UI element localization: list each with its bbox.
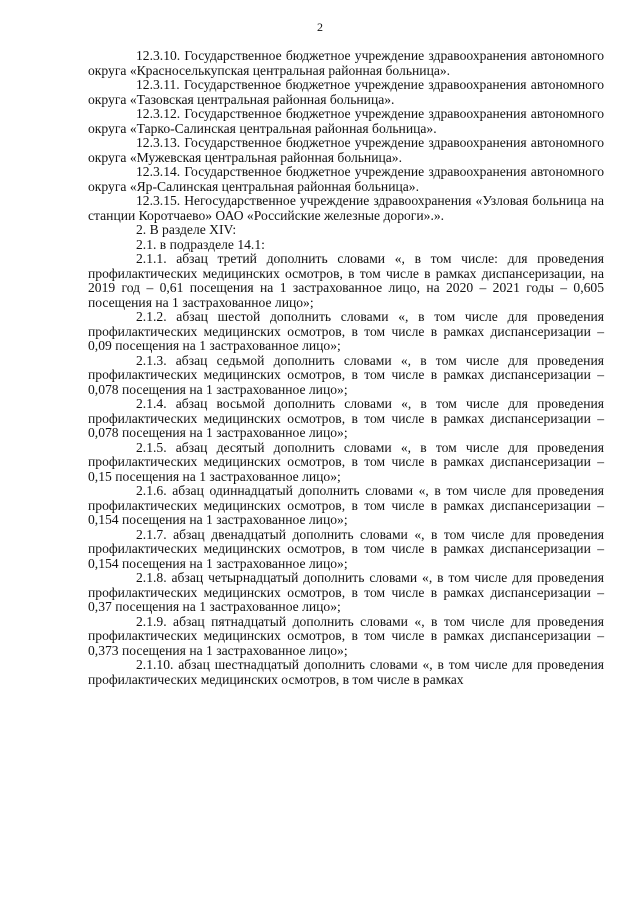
- paragraph-12-3-12: 12.3.12. Государственное бюджетное учреждение здравоохранения автономного округа «Тарко-Салинская центральная районная больница».: [88, 106, 604, 136]
- paragraph-12-3-10: 12.3.10. Государственное бюджетное учреждение здравоохранения автономного округа «Красноселькупская центральная районная больница».: [88, 48, 604, 78]
- paragraph-2-1-9: 2.1.9. абзац пятнадцатый дополнить словами «, в том числе для проведения профилактических медицинских осмотров, в том числе в рамках диспансеризации – 0,373 посещения на 1 застрахованное лицо»;: [88, 613, 604, 658]
- paragraph-2: 2. В разделе XIV:: [136, 222, 237, 237]
- document-body: [88, 49, 604, 687]
- paragraph-12-3-13: 12.3.13. Государственное бюджетное учреждение здравоохранения автономного округа «Мужевская центральная районная больница».: [88, 135, 604, 165]
- paragraph-2-1-8: 2.1.8. абзац четырнадцатый дополнить словами «, в том числе для проведения профилактических медицинских осмотров, в том числе в рамках диспансеризации – 0,37 посещения на 1 застрахованное лицо»;: [88, 570, 604, 614]
- paragraph-2-1-4: 2.1.4. абзац восьмой дополнить словами «, в том числе для проведения профилактических медицинских осмотров, в том числе в рамках диспансеризации – 0,078 посещения на 1 застрахованное лицо»;: [88, 396, 604, 440]
- paragraph-2-1-10: 2.1.10. абзац шестнадцатый дополнить словами «, в том числе для проведения профилактических медицинских осмотров, в том числе в рамках: [88, 657, 604, 687]
- paragraph-2-1-2: 2.1.2. абзац шестой дополнить словами «, в том числе для проведения профилактических медицинских осмотров, в том числе в рамках диспансеризации – 0,09 посещения на 1 застрахованное лицо»;: [88, 309, 604, 353]
- paragraph-2-1-5: 2.1.5. абзац десятый дополнить словами «, в том числе для проведения профилактических медицинских осмотров, в том числе в рамках диспансеризации – 0,15 посещения на 1 застрахованное лицо»;: [88, 439, 604, 484]
- paragraph-2-1-6: 2.1.6. абзац одиннадцатый дополнить словами «, в том числе для проведения профилактических медицинских осмотров, в том числе в рамках диспансеризации – 0,154 посещения на 1 застрахованное лицо»;: [88, 483, 604, 527]
- paragraph-2-1-1: 2.1.1. абзац третий дополнить словами «, в том числе: для проведения профилактических медицинских осмотров, в том числе в рамках диспансеризации, на 2019 год – 0,61 посещения на 1 застрахованное лицо, на 2020 – 2021 годы – 0,605 посещения на 1 застрахованное лицо»;: [88, 251, 604, 310]
- paragraph-2-1: 2.1. в подразделе 14.1:: [136, 236, 265, 252]
- paragraph-12-3-14: 12.3.14. Государственное бюджетное учреждение здравоохранения автономного округа «Яр-Салинская центральная районная больница».: [88, 164, 604, 194]
- paragraph-12-3-11: 12.3.11. Государственное бюджетное учреждение здравоохранения автономного округа «Тазовская центральная районная больница».: [88, 77, 604, 107]
- paragraph-2-1-3: 2.1.3. абзац седьмой дополнить словами «, в том числе для проведения профилактических медицинских осмотров, в том числе в рамках диспансеризации – 0,078 посещения на 1 застрахованное лицо»;: [88, 352, 604, 397]
- paragraph-2-1-7: 2.1.7. абзац двенадцатый дополнить словами «, в том числе для проведения профилактических медицинских осмотров, в том числе в рамках диспансеризации – 0,154 посещения на 1 застрахованное лицо»;: [88, 526, 604, 571]
- page-number: 2: [317, 20, 323, 34]
- paragraph-12-3-15: 12.3.15. Негосударственное учреждение здравоохранения «Узловая больница на станции Коротчаево» ОАО «Российские железные дороги».».: [88, 193, 604, 223]
